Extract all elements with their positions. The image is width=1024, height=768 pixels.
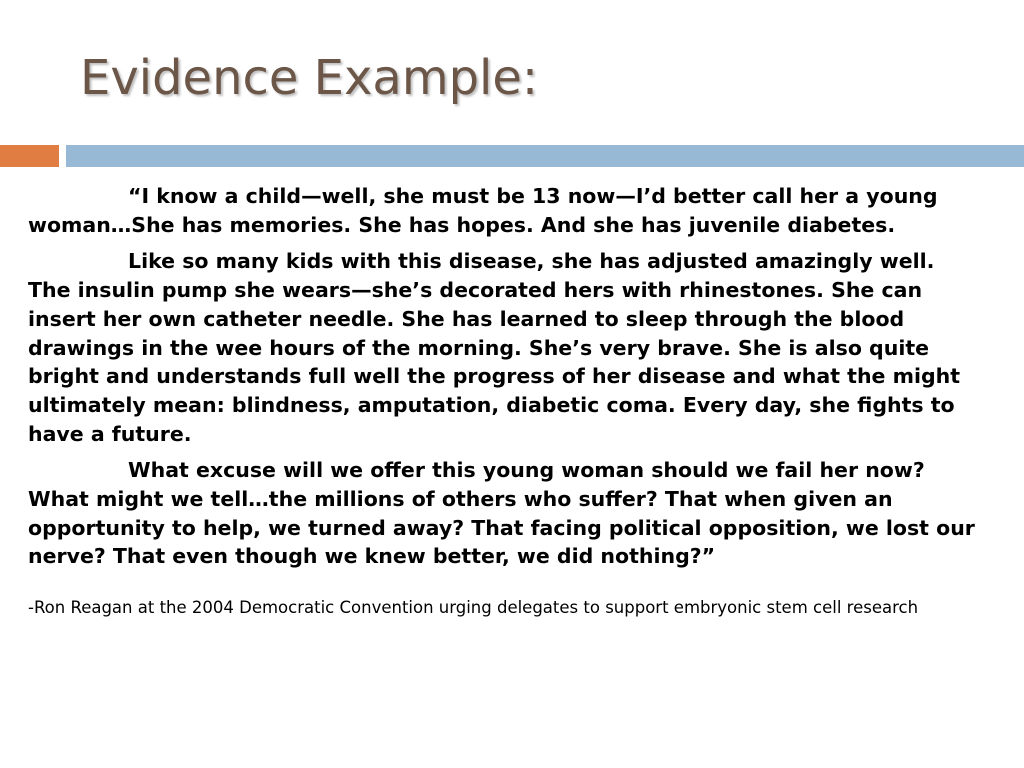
accent-bar-orange — [0, 145, 59, 167]
quote-paragraph-1: “I know a child—well, she must be 13 now—I’d better call her a young woman…She has memories. She has hopes. And she has juvenile diabetes. — [28, 184, 938, 237]
slide-title: Evidence Example: — [80, 50, 539, 106]
quote-attribution: -Ron Reagan at the 2004 Democratic Convention urging delegates to support embryonic stem cell research — [28, 598, 919, 618]
quote-paragraph-2: Like so many kids with this disease, she has adjusted amazingly well. The insulin pump she wears—she’s decorated hers with rhinestones. She can insert her own catheter needle. She has learned to sleep through the blood drawings in the wee hours of the morning. She’s very brave. She is also quite bright and understands full well the progress of her disease and what the might ultimately mean: blindness, amputation, diabetic coma. Every day, she fights to have a future. — [28, 249, 961, 446]
accent-bar-blue — [66, 145, 1024, 167]
slide-body — [28, 182, 978, 618]
quote-paragraph-3: What excuse will we offer this young woman should we fail her now? What might we tell…the millions of others who suffer? That when given an opportunity to help, we turned away? That facing political opposition, we lost our nerve? That even though we knew better, we did nothing?” — [28, 458, 975, 569]
